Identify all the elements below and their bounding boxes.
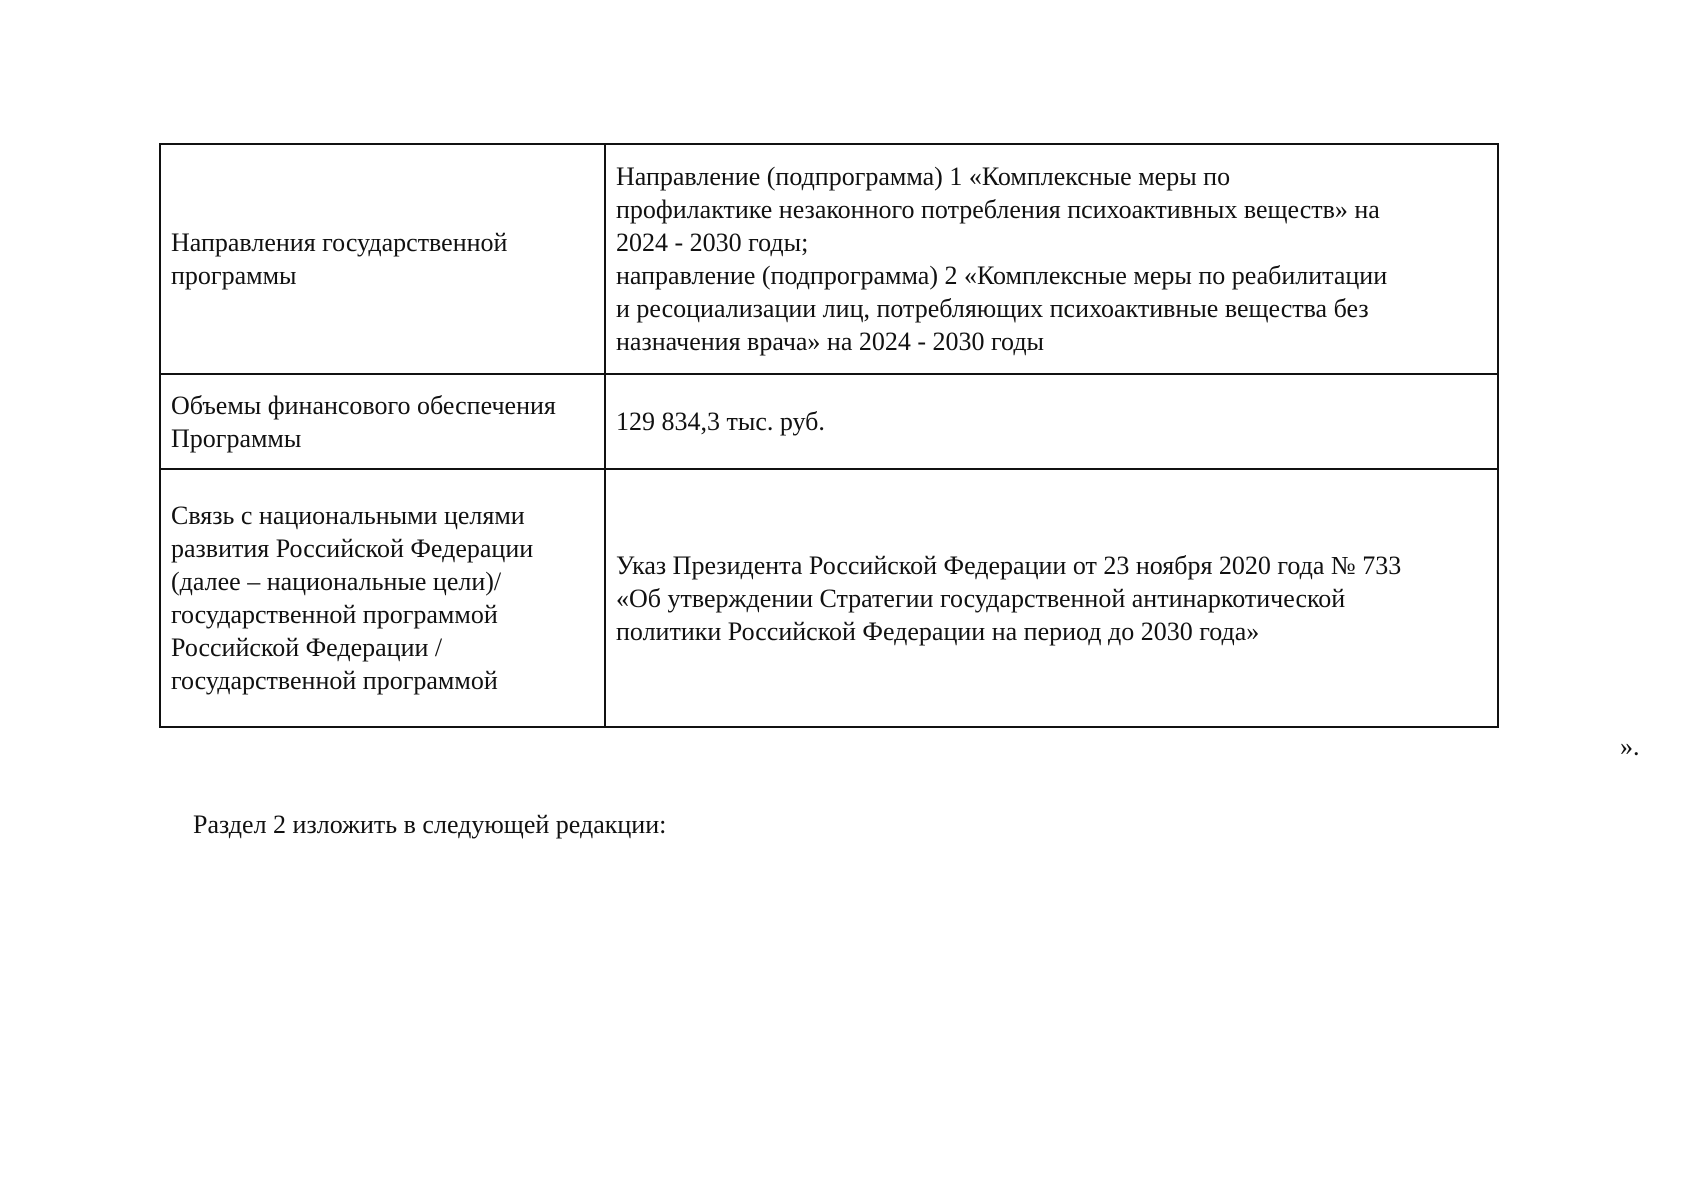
national-goals-value: Указ Президента Российской Федерации от 23 ноября 2020 года № 733 «Об утверждении Стратегии государственной антинаркотической политики Российской Федерации на период до 2030 года» [616, 550, 1402, 646]
finance-value: 129 834,3 тыс. руб. [616, 407, 825, 436]
table-cell-label [160, 469, 605, 727]
table-cell-value [605, 144, 1498, 374]
table-cell-label [160, 374, 605, 469]
table-row-finance [160, 374, 1498, 469]
program-passport-table [159, 143, 1499, 728]
table-row-national-goals [160, 469, 1498, 727]
finance-label: Объемы финансового обеспечения Программы [171, 390, 556, 453]
table-row-directions [160, 144, 1498, 374]
table-cell-value [605, 374, 1498, 469]
table-cell-label [160, 144, 605, 374]
section-instruction: Раздел 2 изложить в следующей редакции: [193, 810, 667, 839]
directions-value: Направление (подпрограмма) 1 «Комплексные меры по профилактике незаконного потребления психоактивных веществ» на 2024 - 2030 годы; направление (подпрограмма) 2 «Комплексные меры по реабилитации и ресоциализации лиц, потребляющих психоактивные вещества без назначения врача» на 2024 - 2030 годы [616, 162, 1388, 356]
closing-quote: ». [1620, 732, 1640, 761]
table-cell-value [605, 469, 1498, 727]
directions-label: Направления государственной программы [171, 228, 508, 290]
national-goals-label: Связь с национальными целями развития Российской Федерации (далее – национальные цели)/ государственной программой Российской Федерации / государственной программой [171, 501, 534, 695]
